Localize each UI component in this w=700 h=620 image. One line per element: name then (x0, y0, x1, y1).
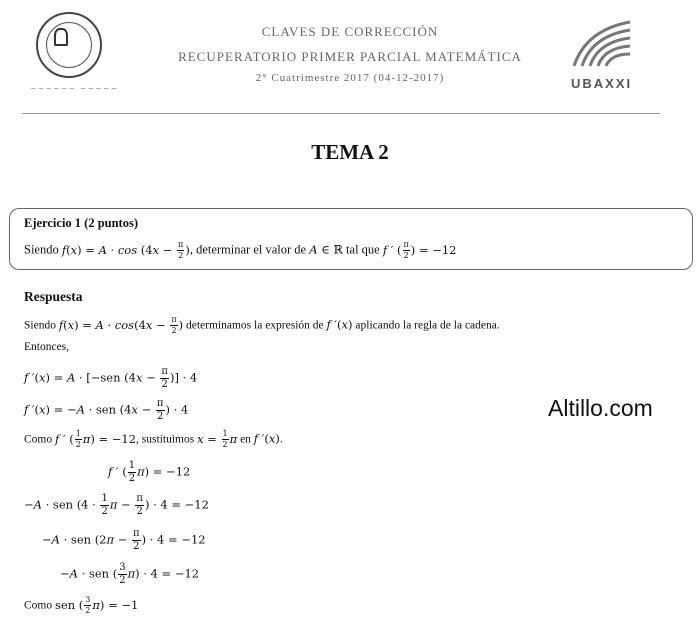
signature: ~~~~~~ ~~~~~ (30, 84, 119, 93)
ubaxxi-logo-text: UBAXXI (571, 76, 633, 91)
exercise-title: Ejercicio 1 (2 puntos) (24, 216, 138, 230)
header-title: CLAVES DE CORRECCIÓN (261, 24, 439, 39)
watermark: Altillo.com (548, 395, 653, 421)
equation-step-3: −A · sen (2π − $\frac{\pi}{2}$ ) · 4 = −12 (42, 528, 206, 552)
exercise-statement: Siendo f(x) = A · cos (4x − $\frac{\pi}{2}$ ), determinar el valor de A ∈ ℝ tal que f ′ ( $\frac{\pi}{2}$ ) = −12 (24, 240, 457, 260)
header-subtitle: RECUPERATORIO PRIMER PARCIAL MATEMÁTICA (178, 49, 522, 64)
tema-heading: TEMA 2 (311, 140, 389, 164)
derivative-step-2: f ′(x) = −A · sen (4x − $\frac{\pi}{2}$ ) · 4 (24, 398, 189, 422)
substitution-text: Como f ′ ( $\frac{1}{2}$ π) = −12, sustituimos x = $\frac{1}{2}$ π en f ′(x). (24, 429, 283, 449)
equation-step-2: −A · sen (4 · $\frac{1}{2}$ π − $\frac{\pi}{2}$ ) · 4 = −12 (24, 493, 209, 517)
equation-step-1: f ′ ( $\frac{1}{2}$ π) = −12 (108, 460, 191, 484)
answer-title: Respuesta (24, 289, 83, 304)
answer-entonces: Entonces, (24, 341, 70, 353)
answer-intro: Siendo f(x) = A · cos(4x − $\frac{\pi}{2}$ ) determinamos la expresión de f ′(x) aplicando la regla de la cadena. (24, 315, 500, 335)
derivative-step-1: f ′(x) = A · [−sen (4x − $\frac{\pi}{2}$ )] · 4 (24, 366, 198, 390)
equation-step-4: −A · sen ( $\frac{3}{2}$ π) · 4 = −12 (60, 562, 200, 586)
conclusion-text: Como sen ( $\frac{3}{2}$ π) = −1 (24, 595, 139, 615)
ubaxxi-logo-icon (566, 18, 636, 68)
header-date: 2° Cuatrimestre 2017 (04-12-2017) (255, 72, 445, 84)
university-seal (36, 12, 102, 78)
header-divider (22, 113, 660, 114)
